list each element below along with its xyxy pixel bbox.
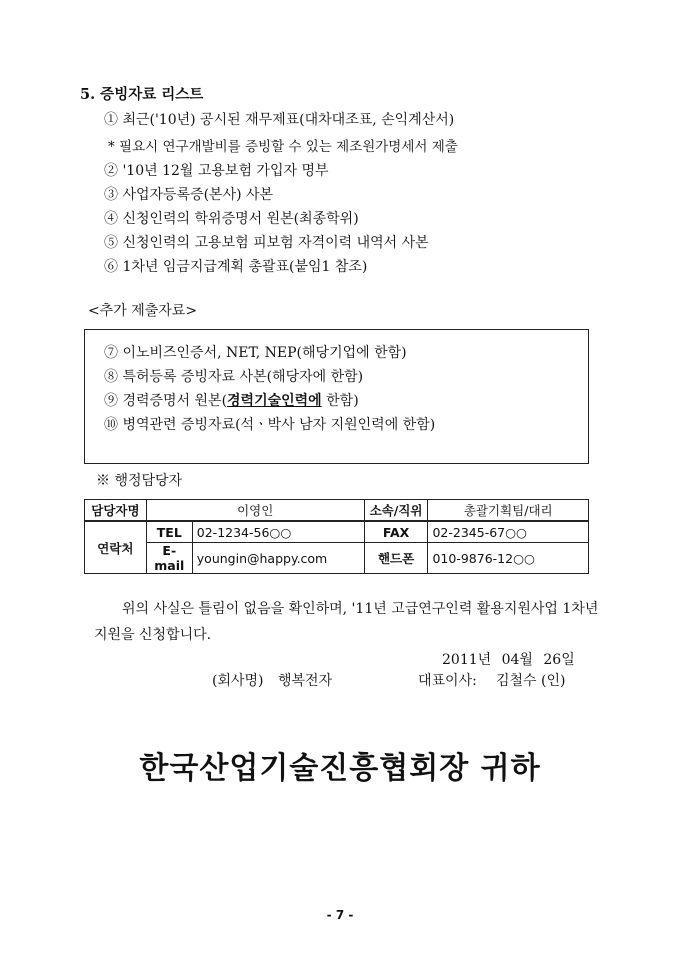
contact-section-label: ※ 행정담당자: [96, 473, 183, 489]
position-value: 총괄기획팀/대리: [428, 500, 589, 522]
extra-docs-label: <추가 제출자료>: [88, 303, 198, 319]
contact-table: [84, 499, 589, 574]
page-number: - 7 -: [326, 908, 354, 922]
list-item-1: ① 최근('10년) 공시된 재무제표(대차대조표, 손익계산서): [104, 112, 455, 128]
statement-line-1: 위의 사실은 틀림이 없음을 확인하며, '11년 고급연구인력 활용지원사업 1차년: [122, 601, 599, 617]
contact-label: 연락처: [85, 521, 147, 574]
list-item-note: * 필요시 연구개발비를 증빙할 수 있는 제조원가명세서 제출: [108, 139, 458, 155]
mobile-label: 핸드폰: [364, 543, 428, 574]
mobile-value: 010-9876-12○○: [428, 543, 589, 574]
extra-item-9-prefix: ⑨ 경력증명서 원본(: [104, 393, 228, 409]
tel-value: 02-1234-56○○: [192, 521, 364, 543]
position-label: 소속/직위: [364, 500, 428, 522]
company-label: (회사명): [212, 673, 264, 689]
extra-item-10: ⑩ 병역관련 증빙자료(석ㆍ박사 남자 지원인력에 한함): [104, 417, 436, 433]
extra-item-7: ⑦ 이노비즈인증서, NET, NEP(해당기업에 한함): [104, 345, 407, 361]
manager-name-label: 담당자명: [85, 500, 147, 522]
list-item-4: ④ 신청인력의 학위증명서 원본(최종학위): [104, 211, 359, 227]
manager-name-value: 이영인: [146, 500, 364, 522]
list-item-5: ⑤ 신청인력의 고용보험 피보험 자격이력 내역서 사본: [104, 235, 429, 251]
statement-line-2: 지원을 신청합니다.: [94, 627, 212, 643]
fax-value: 02-2345-67○○: [428, 521, 589, 543]
list-item-6: ⑥ 1차년 임금지급계획 총괄표(붙임1 참조): [104, 259, 368, 275]
email-label: E-mail: [146, 543, 192, 574]
extra-item-8: ⑧ 특허등록 증빙자료 사본(해당자에 한함): [104, 369, 364, 385]
email-value: youngin@happy.com: [192, 543, 364, 574]
company-name: 행복전자: [278, 673, 333, 689]
fax-label: FAX: [364, 521, 428, 543]
section-title: 5. 증빙자료 리스트: [80, 86, 204, 103]
application-date: 2011년 04월 26일: [442, 652, 575, 668]
addressee: 한국산업기술진흥협회장 귀하: [139, 751, 541, 786]
extra-item-9-suffix: 한함): [321, 393, 359, 409]
list-item-2: ② '10년 12월 고용보험 가입자 명부: [104, 163, 329, 179]
list-item-3: ③ 사업자등록증(본사) 사본: [104, 187, 274, 203]
ceo-name: 김철수 (인): [496, 673, 566, 689]
tel-label: TEL: [146, 521, 192, 543]
extra-item-9: [104, 390, 359, 410]
ceo-label: 대표이사:: [418, 673, 477, 689]
extra-item-9-emphasis: 경력기술인력에: [227, 393, 322, 409]
